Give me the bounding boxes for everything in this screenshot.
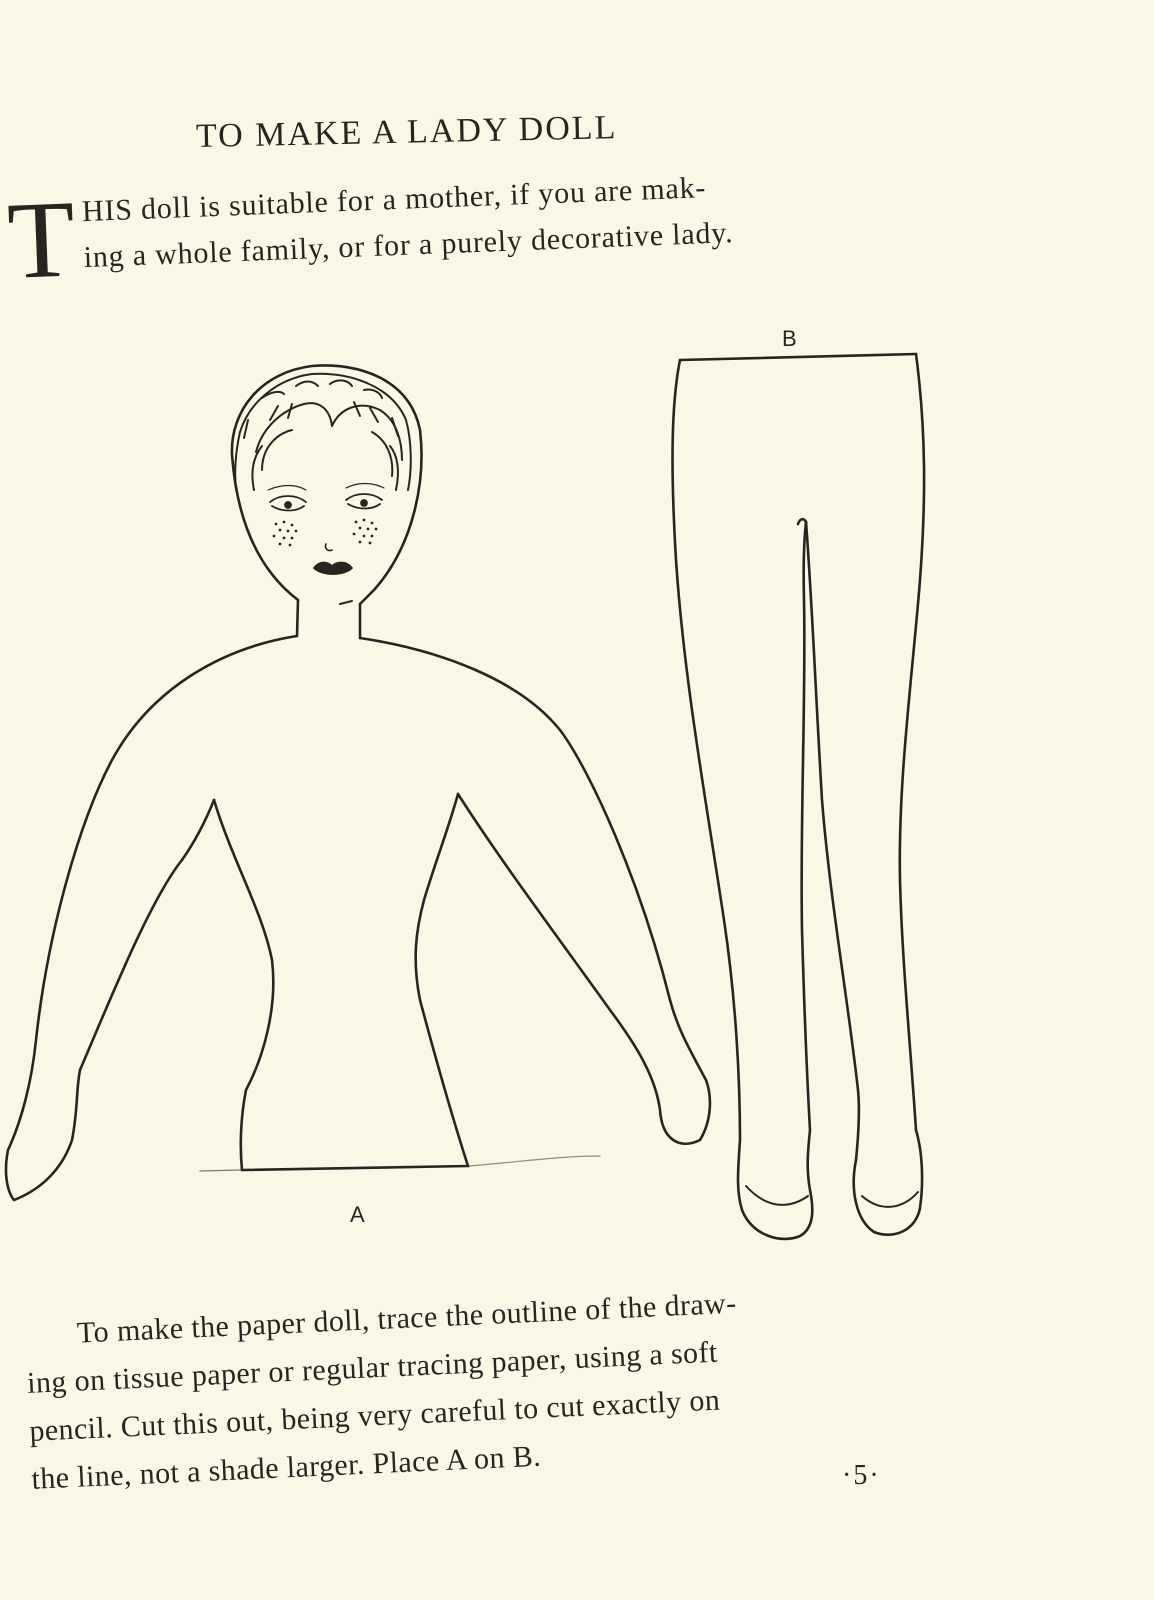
doll-hair: [235, 374, 411, 490]
doll-body-outline-a: [6, 365, 710, 1200]
instruction-line-3: pencil. Cut this out, being very careful to cut exactly on: [28, 1383, 721, 1448]
instruction-line-1: To make the paper doll, trace the outline of the draw-: [76, 1286, 738, 1350]
intro-line-2: ing a whole family, or for a purely decorative lady.: [83, 216, 734, 275]
page-number: ·5·: [842, 1460, 881, 1491]
label-a: A: [350, 1202, 365, 1227]
doll-cheeks: [273, 519, 378, 547]
drop-cap: T: [5, 177, 78, 302]
instruction-line-2: ing on tissue paper or regular tracing paper, using a soft: [26, 1335, 719, 1400]
label-b: B: [782, 326, 797, 351]
instruction-line-4: the line, not a shade larger. Place A on B.: [30, 1439, 542, 1496]
page-title: TO MAKE A LADY DOLL: [195, 109, 618, 155]
doll-face: [268, 484, 384, 575]
intro-line-1: HIS doll is suitable for a mother, if you are mak-: [81, 171, 707, 229]
